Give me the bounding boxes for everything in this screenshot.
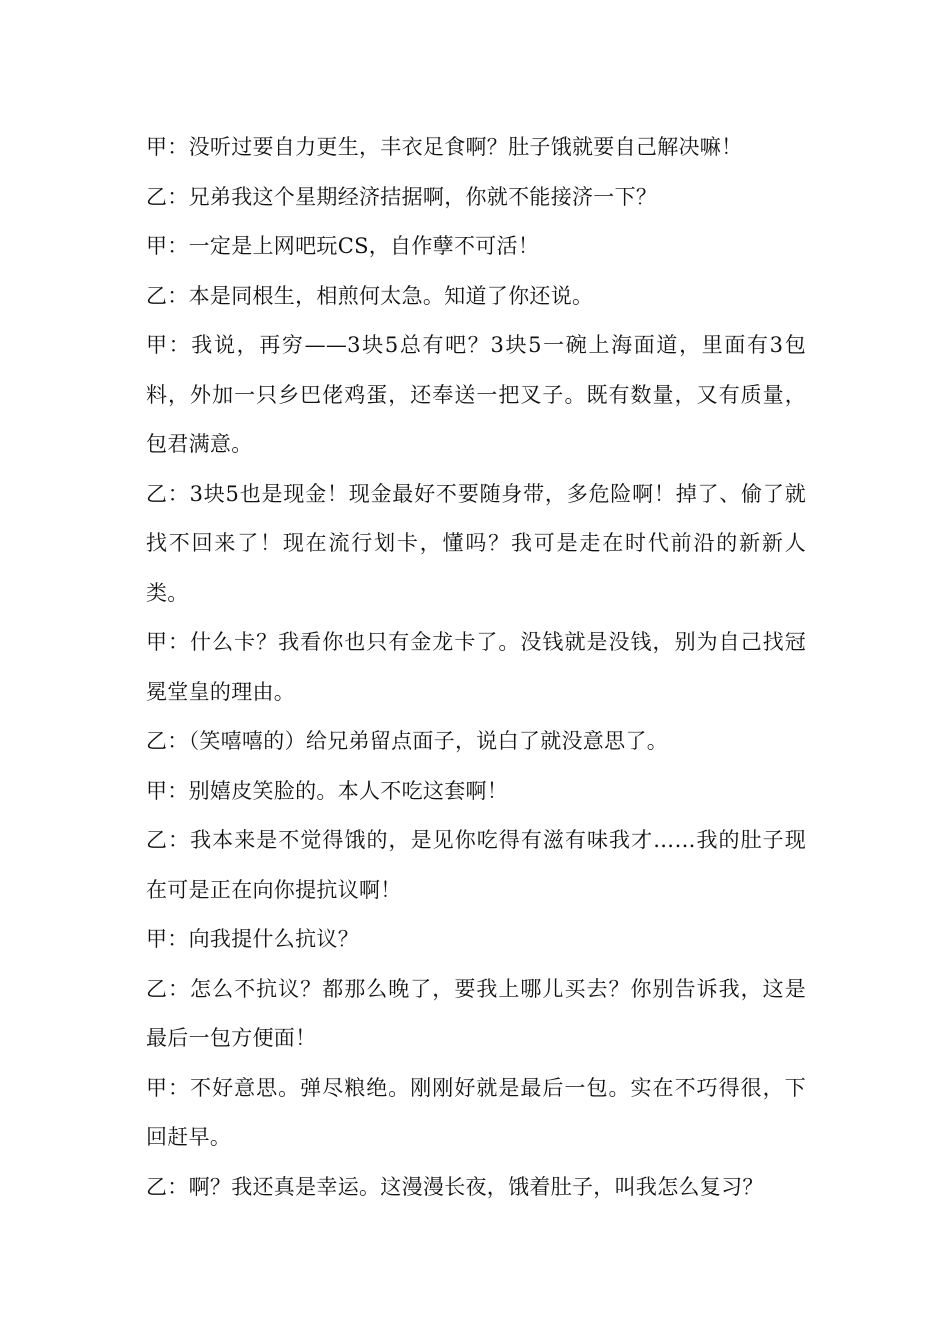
dialogue-line: 甲：不好意思。弹尽粮绝。刚刚好就是最后一包。实在不巧得很，下回赶早。	[146, 1075, 806, 1149]
dialogue-line: 甲：向我提什么抗议？	[146, 927, 359, 951]
dialogue-line: 乙：啊？我还真是幸运。这漫漫长夜，饿着肚子，叫我怎么复习？	[146, 1174, 764, 1199]
dialogue-line: 乙：3块5也是现金！现金最好不要随身带，多危险啊！掉了、偷了就找不回来了！现在流行划卡，懂吗？我可是走在时代前沿的新新人类。	[146, 481, 806, 605]
dialogue-line: 乙：（笑嘻嘻的）给兄弟留点面子，说白了就没意思了。	[146, 729, 668, 753]
dialogue-line: 甲：别嬉皮笑脸的。本人不吃这套啊！	[146, 778, 509, 803]
dialogue-line: 甲：什么卡？我看你也只有金龙卡了。没钱就是没钱，别为自己找冠冕堂皇的理由。	[146, 630, 806, 704]
dialogue-line: 甲：我说，再穷——3块5总有吧？3块5一碗上海面道，里面有3包料，外加一只乡巴佬鸡蛋，还奉送一把叉子。既有数量，又有质量，包君满意。	[146, 333, 806, 456]
dialogue-line: 甲：没听过要自力更生，丰衣足食啊？肚子饿就要自己解决嘛！	[146, 135, 743, 159]
dialogue-line: 乙：本是同根生，相煎何太急。知道了你还说。	[146, 283, 594, 308]
dialogue-body	[146, 123, 806, 1212]
dialogue-line: 甲：一定是上网吧玩CS，自作孽不可活！	[146, 234, 540, 258]
dialogue-line: 乙：我本来是不觉得饿的，是见你吃得有滋有味我才……我的肚子现在可是正在向你提抗议啊！	[146, 828, 806, 902]
dialogue-line: 乙：兄弟我这个星期经济拮据啊，你就不能接济一下？	[146, 184, 658, 209]
dialogue-line: 乙：怎么不抗议？都那么晚了，要我上哪儿买去？你别告诉我，这是最后一包方便面！	[146, 976, 806, 1050]
